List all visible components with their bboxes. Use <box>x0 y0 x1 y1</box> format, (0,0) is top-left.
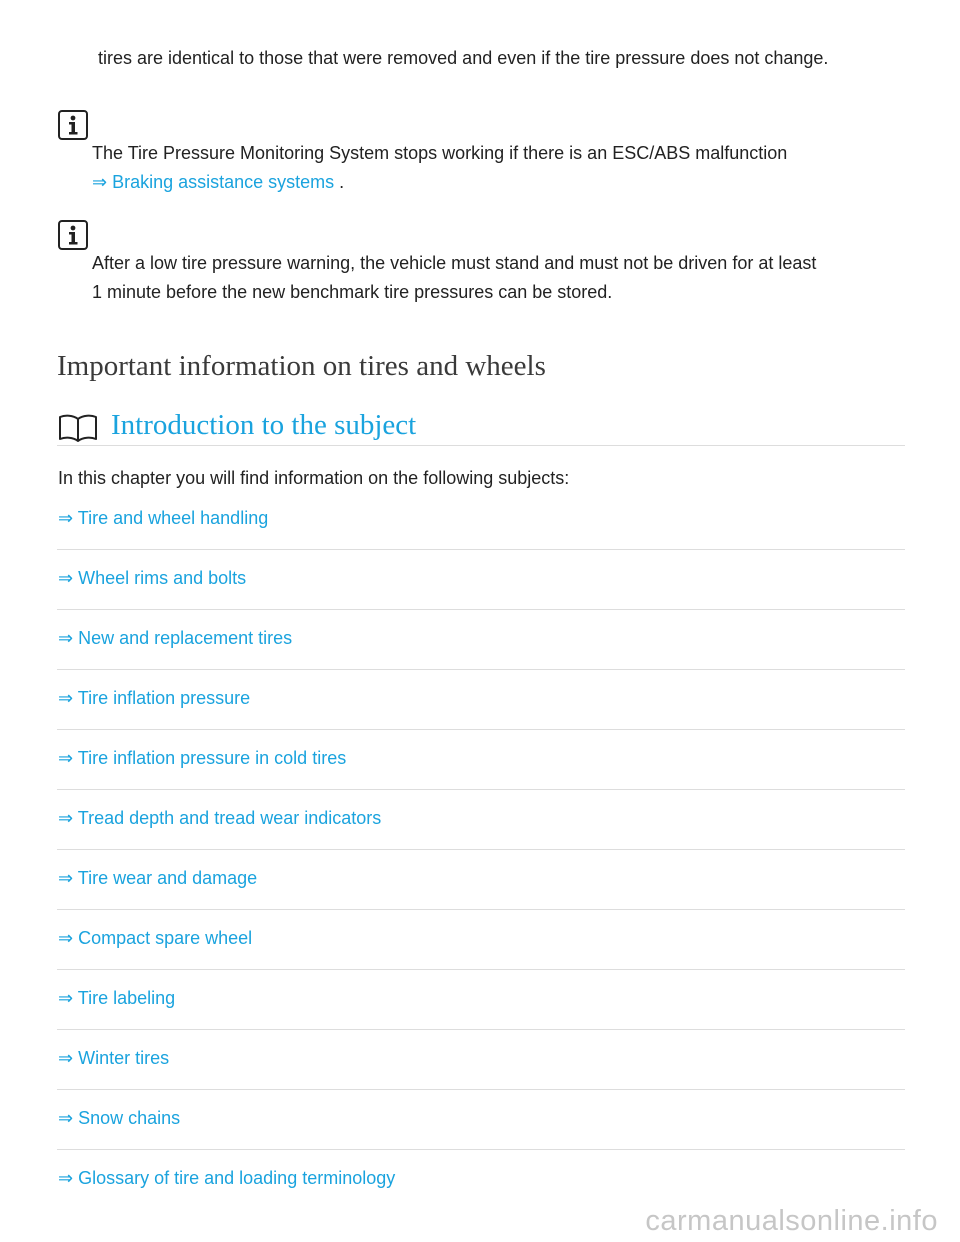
list-item <box>57 790 905 850</box>
note-link-suffix: . <box>334 172 345 192</box>
info-icon <box>58 110 88 140</box>
list-item <box>57 1090 905 1150</box>
info-icon <box>58 220 88 250</box>
topic-link-new-replacement-tires[interactable]: ⇒ New and replacement tires <box>58 628 293 648</box>
topic-link-tire-wheel-handling[interactable]: ⇒ Tire and wheel handling <box>58 508 269 528</box>
list-item <box>57 910 905 970</box>
intro-text: In this chapter you will find information on the following subjects: <box>58 468 570 488</box>
list-item <box>57 610 905 670</box>
topic-link-glossary[interactable]: ⇒ Glossary of tire and loading terminology <box>58 1168 396 1188</box>
intro-title: Introduction to the subject <box>111 409 417 441</box>
list-item <box>57 1150 905 1209</box>
topic-link-tire-labeling[interactable]: ⇒ Tire labeling <box>58 988 176 1008</box>
list-item <box>57 1030 905 1090</box>
section-title: Important information on tires and wheels <box>57 350 546 382</box>
topic-link-cold-tires[interactable]: ⇒ Tire inflation pressure in cold tires <box>58 748 347 768</box>
note-text-line1: After a low tire pressure warning, the vehicle must stand and must not be driven for at least <box>92 253 817 273</box>
topic-link-compact-spare[interactable]: ⇒ Compact spare wheel <box>58 928 253 948</box>
note-text: The Tire Pressure Monitoring System stops working if there is an ESC/ABS malfunction <box>92 143 788 163</box>
list-item <box>57 550 905 610</box>
book-icon <box>57 413 99 443</box>
list-item <box>57 490 905 550</box>
topic-link-tire-wear[interactable]: ⇒ Tire wear and damage <box>58 868 258 888</box>
list-item <box>57 730 905 790</box>
braking-assistance-link[interactable]: ⇒ Braking assistance systems <box>92 172 335 192</box>
topic-link-tire-inflation-pressure[interactable]: ⇒ Tire inflation pressure <box>58 688 251 708</box>
topic-link-snow-chains[interactable]: ⇒ Snow chains <box>58 1108 181 1128</box>
topic-link-winter-tires[interactable]: ⇒ Winter tires <box>58 1048 170 1068</box>
note-text-line2: 1 minute before the new benchmark tire pressures can be stored. <box>92 282 613 302</box>
list-item <box>57 850 905 910</box>
note-link-line <box>92 168 344 197</box>
topic-list <box>57 490 905 1209</box>
topic-link-tread-depth[interactable]: ⇒ Tread depth and tread wear indicators <box>58 808 382 828</box>
intro-heading <box>57 405 905 446</box>
continuation-text: tires are identical to those that were removed and even if the tire pressure does not change. <box>98 48 829 68</box>
topic-link-wheel-rims-bolts[interactable]: ⇒ Wheel rims and bolts <box>58 568 247 588</box>
watermark: carmanualsonline.info <box>645 1205 938 1237</box>
list-item <box>57 970 905 1030</box>
list-item <box>57 670 905 730</box>
